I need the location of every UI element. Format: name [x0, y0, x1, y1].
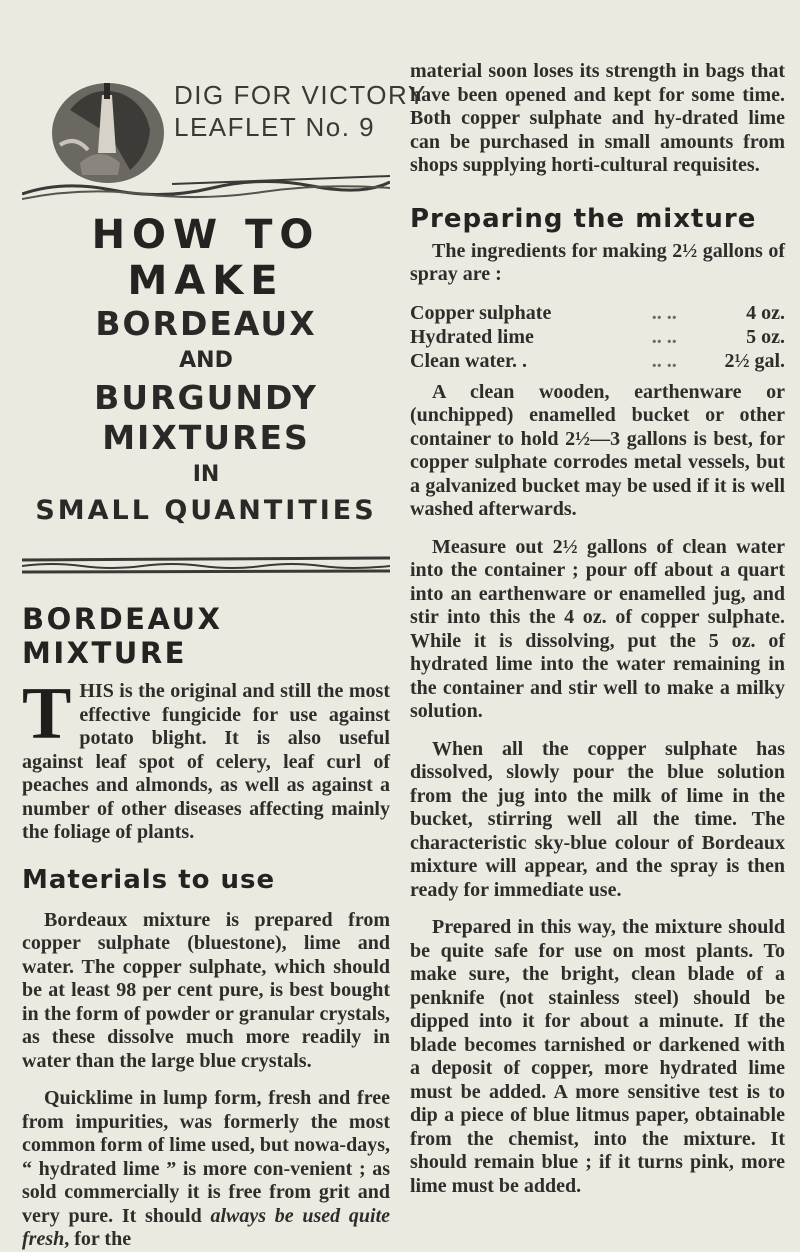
- ingredient-quantity: 5 oz.: [746, 325, 785, 348]
- materials-paragraph-3: material soon loses its strength in bags that have been opened and kept for some time. Both copper sulphate and hy-drated lime can be purchased in small amounts from shops supplying horti-cultural requisites.: [410, 60, 785, 176]
- ingredient-name: Hydrated lime: [410, 325, 534, 348]
- right-column: [410, 60, 785, 1198]
- materials-p2-emphasis: always be used quite fresh: [22, 1204, 391, 1250]
- preparing-paragraph-3: When all the copper sulphate has dissolved, slowly pour the blue solution from the jug into the milk of lime in the bucket, stirring well all the time. The characteristic sky-blue colour of Bordeaux mixture will appear, and the spray is then ready for immediate use.: [410, 737, 785, 901]
- preparing-heading: Preparing the mixture: [410, 203, 757, 234]
- title-line-3: AND: [179, 348, 233, 373]
- materials-heading: Materials to use: [22, 864, 276, 895]
- table-row: [410, 301, 785, 325]
- left-column: [22, 50, 427, 1252]
- ingredient-name: Copper sulphate: [410, 301, 552, 324]
- bordeaux-intro-paragraph: [22, 673, 390, 845]
- bordeaux-heading: BORDEAUX MIXTURE: [22, 602, 223, 670]
- title-line-2: BORDEAUX: [95, 304, 317, 343]
- leader-dots: .. ..: [651, 301, 677, 324]
- leaflet-title: [22, 212, 390, 580]
- table-row: [410, 349, 785, 373]
- leaflet-number: LEAFLET No. 9: [174, 112, 376, 142]
- preparing-paragraph-4: Prepared in this way, the mixture should be quite safe for use on most plants. To make sure, the bright, clean blade of a penknife (not stainless steel) should be dipped into it for about a minute. If the blade becomes tarnished or darkened with a deposit of copper, more hydrated lime must be added. A more sensitive test is to dip a piece of blue litmus paper, obtainable from the chemist, into the mixture. It should remain blue ; if it turns pink, more lime must be added.: [410, 916, 785, 1197]
- materials-p2-end: , for the: [64, 1228, 132, 1250]
- ingredient-name: Clean water. .: [410, 349, 528, 372]
- materials-p2-start: Quicklime in lump form, fresh and free from impurities, was formerly the most common form of lime used, but nowa-days, “ hydrated lime ” is more con-venient ; as sold commercially it is free from grit and very pure. It should: [22, 1087, 390, 1227]
- leader-dots: .. ..: [651, 325, 677, 348]
- preparing-paragraph-2: Measure out 2½ gallons of clean water into the container ; pour off about a quart into an earthenware or enamelled jug, and stir into this the 4 oz. of copper sulphate. While it is dissolving, put the 5 oz. of hydrated lime into the water remaining in the container and stir well to make a milky solution.: [410, 535, 785, 722]
- ingredient-quantity: 4 oz.: [746, 301, 785, 324]
- table-row: [410, 325, 785, 349]
- drop-cap: T: [22, 673, 72, 755]
- preparing-intro: The ingredients for making 2½ gallons of spray are :: [410, 239, 785, 285]
- decorative-rule-icon: [22, 552, 390, 580]
- materials-paragraph-2: [22, 1087, 390, 1252]
- materials-paragraph-1: Bordeaux mixture is prepared from copper sulphate (bluestone), lime and water. The copper sulphate, which should be at least 98 per cent pure, is best bought in the form of powder or granular crystals, as these dissolve much more readily in water than the large blue crystals.: [22, 908, 390, 1072]
- title-line-6: IN: [192, 462, 220, 487]
- series-title: DIG FOR VICTORY: [174, 80, 427, 110]
- ingredient-quantity: 2½ gal.: [724, 349, 785, 372]
- ingredients-table: [410, 301, 785, 373]
- spade-foot-logo-icon: [50, 75, 165, 185]
- title-line-5: MIXTURES: [102, 418, 310, 457]
- title-line-1: HOW TO MAKE: [91, 212, 321, 304]
- title-line-4: BURGUNDY: [94, 378, 318, 417]
- furrow-rule-icon: [22, 172, 390, 202]
- title-line-7: SMALL QUANTITIES: [35, 495, 377, 526]
- masthead: [22, 50, 427, 200]
- bordeaux-intro-text: HIS is the original and still the most effective fungicide for use against potato blight. It is also useful against leaf spot of celery, leaf curl of peaches and almonds, as well as against a number of other diseases affecting mainly the foliage of plants.: [22, 680, 390, 843]
- preparing-paragraph-1: A clean wooden, earthenware or (unchipped) enamelled bucket or other container to hold 2½—3 gallons is best, for copper sulphate corrodes metal vessels, but a galvanized bucket may be used if it is well washed afterwards.: [410, 380, 785, 520]
- leader-dots: .. ..: [651, 349, 677, 372]
